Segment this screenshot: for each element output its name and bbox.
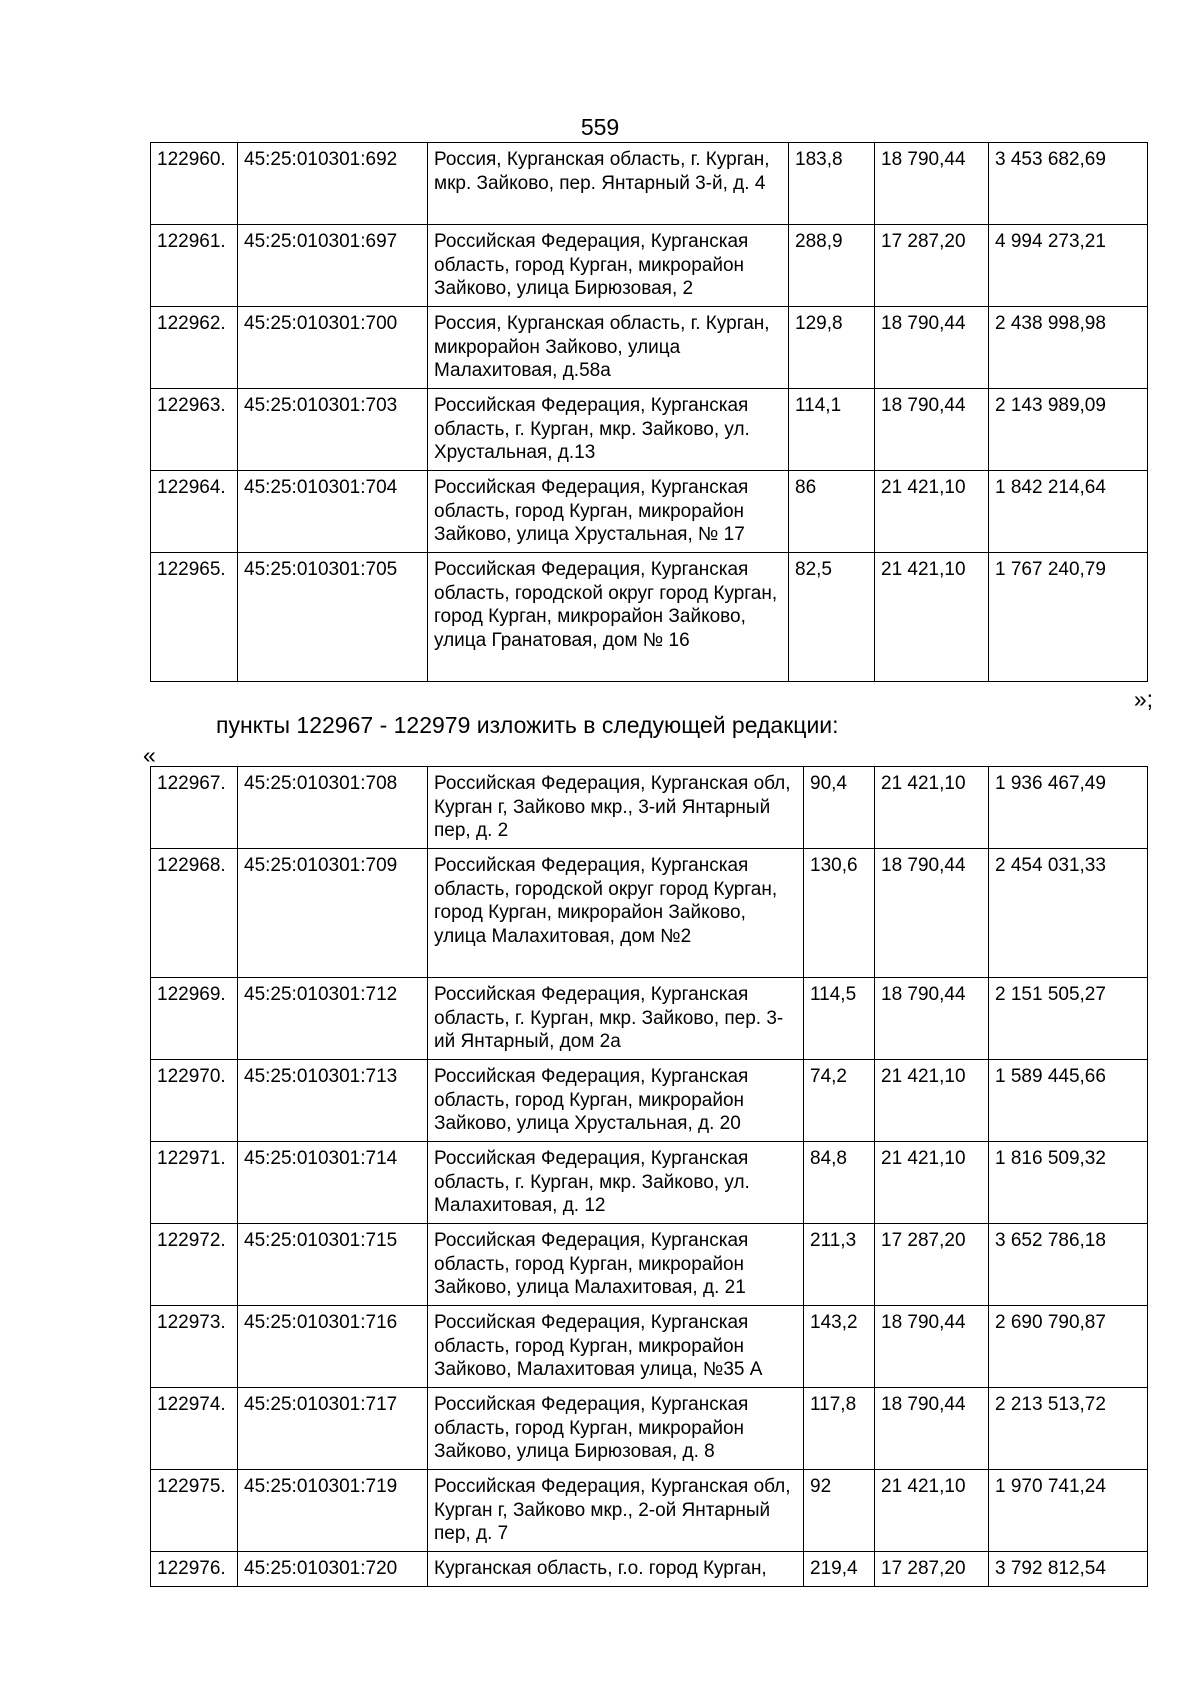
table-row [151, 471, 1148, 553]
rate: 17 287,20 [875, 1224, 989, 1306]
row-number: 122968. [151, 849, 238, 978]
cadastral-number: 45:25:010301:714 [238, 1142, 428, 1224]
table-row [151, 1142, 1148, 1224]
row-number: 122969. [151, 978, 238, 1060]
total-value: 3 453 682,69 [989, 143, 1148, 225]
address: Российская Федерация, Курганская область, городской округ город Курган, город Курган, микрорайон Зайково, улица Гранатовая, дом № 16 [428, 553, 789, 682]
cadastral-number: 45:25:010301:720 [238, 1552, 428, 1587]
total-value: 1 589 445,66 [989, 1060, 1148, 1142]
rate: 21 421,10 [875, 1470, 989, 1552]
area: 86 [789, 471, 875, 553]
address: Российская Федерация, Курганская область, город Курган, микрорайон Зайково, улица Хрустальная, д. 20 [428, 1060, 804, 1142]
address: Российская Федерация, Курганская область, г. Курган, мкр. Зайково, пер. 3-ий Янтарный, дом 2а [428, 978, 804, 1060]
address: Российская Федерация, Курганская область, город Курган, микрорайон Зайково, улица Бирюзовая, 2 [428, 225, 789, 307]
total-value: 1 816 509,32 [989, 1142, 1148, 1224]
cadastral-number: 45:25:010301:709 [238, 849, 428, 978]
row-number: 122970. [151, 1060, 238, 1142]
cadastral-number: 45:25:010301:705 [238, 553, 428, 682]
cadastral-number: 45:25:010301:713 [238, 1060, 428, 1142]
table-row [151, 1388, 1148, 1470]
address: Российская Федерация, Курганская область, город Курган, микрорайон Зайково, улица Бирюзовая, д. 8 [428, 1388, 804, 1470]
area: 211,3 [804, 1224, 875, 1306]
row-number: 122960. [151, 143, 238, 225]
total-value: 2 151 505,27 [989, 978, 1148, 1060]
area: 114,5 [804, 978, 875, 1060]
area: 117,8 [804, 1388, 875, 1470]
table-row [151, 1306, 1148, 1388]
area: 143,2 [804, 1306, 875, 1388]
area: 288,9 [789, 225, 875, 307]
cadastral-number: 45:25:010301:697 [238, 225, 428, 307]
rate: 18 790,44 [875, 978, 989, 1060]
table-row [151, 389, 1148, 471]
address: Российская Федерация, Курганская область, город Курган, микрорайон Зайково, Малахитовая улица, №35 А [428, 1306, 804, 1388]
cadastral-number: 45:25:010301:692 [238, 143, 428, 225]
total-value: 1 936 467,49 [989, 767, 1148, 849]
rate: 21 421,10 [875, 1142, 989, 1224]
cadastral-number: 45:25:010301:708 [238, 767, 428, 849]
table-row [151, 1224, 1148, 1306]
area: 84,8 [804, 1142, 875, 1224]
row-number: 122976. [151, 1552, 238, 1587]
cadastral-number: 45:25:010301:719 [238, 1470, 428, 1552]
cadastral-number: 45:25:010301:715 [238, 1224, 428, 1306]
row-number: 122973. [151, 1306, 238, 1388]
rate: 18 790,44 [875, 389, 989, 471]
area: 219,4 [804, 1552, 875, 1587]
area: 92 [804, 1470, 875, 1552]
rate: 21 421,10 [875, 471, 989, 553]
row-number: 122965. [151, 553, 238, 682]
total-value: 2 213 513,72 [989, 1388, 1148, 1470]
area: 74,2 [804, 1060, 875, 1142]
table-row [151, 225, 1148, 307]
row-number: 122971. [151, 1142, 238, 1224]
row-number: 122975. [151, 1470, 238, 1552]
address: Российская Федерация, Курганская область, город Курган, микрорайон Зайково, улица Хрустальная, № 17 [428, 471, 789, 553]
rate: 21 421,10 [875, 553, 989, 682]
address: Курганская область, г.о. город Курган, [428, 1552, 804, 1587]
opening-quote: « [143, 742, 156, 768]
page-number: 559 [580, 114, 620, 140]
total-value: 1 842 214,64 [989, 471, 1148, 553]
cadastral-number: 45:25:010301:712 [238, 978, 428, 1060]
row-number: 122962. [151, 307, 238, 389]
table-row [151, 767, 1148, 849]
cadastral-number: 45:25:010301:704 [238, 471, 428, 553]
cadastral-number: 45:25:010301:703 [238, 389, 428, 471]
address: Российская Федерация, Курганская обл, Курган г, Зайково мкр., 3-ий Янтарный пер, д. 2 [428, 767, 804, 849]
total-value: 2 454 031,33 [989, 849, 1148, 978]
address: Российская Федерация, Курганская обл, Курган г, Зайково мкр., 2-ой Янтарный пер, д. 7 [428, 1470, 804, 1552]
cadastral-number: 45:25:010301:717 [238, 1388, 428, 1470]
row-number: 122961. [151, 225, 238, 307]
table-row [151, 143, 1148, 225]
area: 130,6 [804, 849, 875, 978]
area: 90,4 [804, 767, 875, 849]
table-row [151, 553, 1148, 682]
total-value: 2 690 790,87 [989, 1306, 1148, 1388]
amendment-instruction: пункты 122967 - 122979 изложить в следующей редакции: [216, 712, 839, 738]
address: Российская Федерация, Курганская область, городской округ город Курган, город Курган, микрорайон Зайково, улица Малахитовая, дом №2 [428, 849, 804, 978]
area: 129,8 [789, 307, 875, 389]
rate: 18 790,44 [875, 307, 989, 389]
row-number: 122964. [151, 471, 238, 553]
property-table-1 [150, 142, 1148, 682]
area: 183,8 [789, 143, 875, 225]
table-row [151, 849, 1148, 978]
table-row [151, 1470, 1148, 1552]
row-number: 122967. [151, 767, 238, 849]
property-table-2 [150, 766, 1148, 1587]
cadastral-number: 45:25:010301:700 [238, 307, 428, 389]
total-value: 3 792 812,54 [989, 1552, 1148, 1587]
area: 114,1 [789, 389, 875, 471]
total-value: 2 143 989,09 [989, 389, 1148, 471]
total-value: 1 970 741,24 [989, 1470, 1148, 1552]
total-value: 4 994 273,21 [989, 225, 1148, 307]
table-row [151, 1060, 1148, 1142]
total-value: 3 652 786,18 [989, 1224, 1148, 1306]
rate: 18 790,44 [875, 849, 989, 978]
address: Россия, Курганская область, г. Курган, микрорайон Зайково, улица Малахитовая, д.58а [428, 307, 789, 389]
rate: 21 421,10 [875, 767, 989, 849]
total-value: 1 767 240,79 [989, 553, 1148, 682]
total-value: 2 438 998,98 [989, 307, 1148, 389]
rate: 18 790,44 [875, 1306, 989, 1388]
rate: 17 287,20 [875, 225, 989, 307]
row-number: 122963. [151, 389, 238, 471]
rate: 21 421,10 [875, 1060, 989, 1142]
cadastral-number: 45:25:010301:716 [238, 1306, 428, 1388]
table-row [151, 1552, 1148, 1587]
row-number: 122974. [151, 1388, 238, 1470]
table-row [151, 307, 1148, 389]
address: Российская Федерация, Курганская область, город Курган, микрорайон Зайково, улица Малахитовая, д. 21 [428, 1224, 804, 1306]
address: Российская Федерация, Курганская область, г. Курган, мкр. Зайково, ул. Малахитовая, д. 12 [428, 1142, 804, 1224]
address: Россия, Курганская область, г. Курган, мкр. Зайково, пер. Янтарный 3-й, д. 4 [428, 143, 789, 225]
closing-quote: »; [1133, 686, 1153, 712]
row-number: 122972. [151, 1224, 238, 1306]
table-row [151, 978, 1148, 1060]
address: Российская Федерация, Курганская область, г. Курган, мкр. Зайково, ул. Хрустальная, д.13 [428, 389, 789, 471]
rate: 18 790,44 [875, 1388, 989, 1470]
rate: 18 790,44 [875, 143, 989, 225]
area: 82,5 [789, 553, 875, 682]
rate: 17 287,20 [875, 1552, 989, 1587]
